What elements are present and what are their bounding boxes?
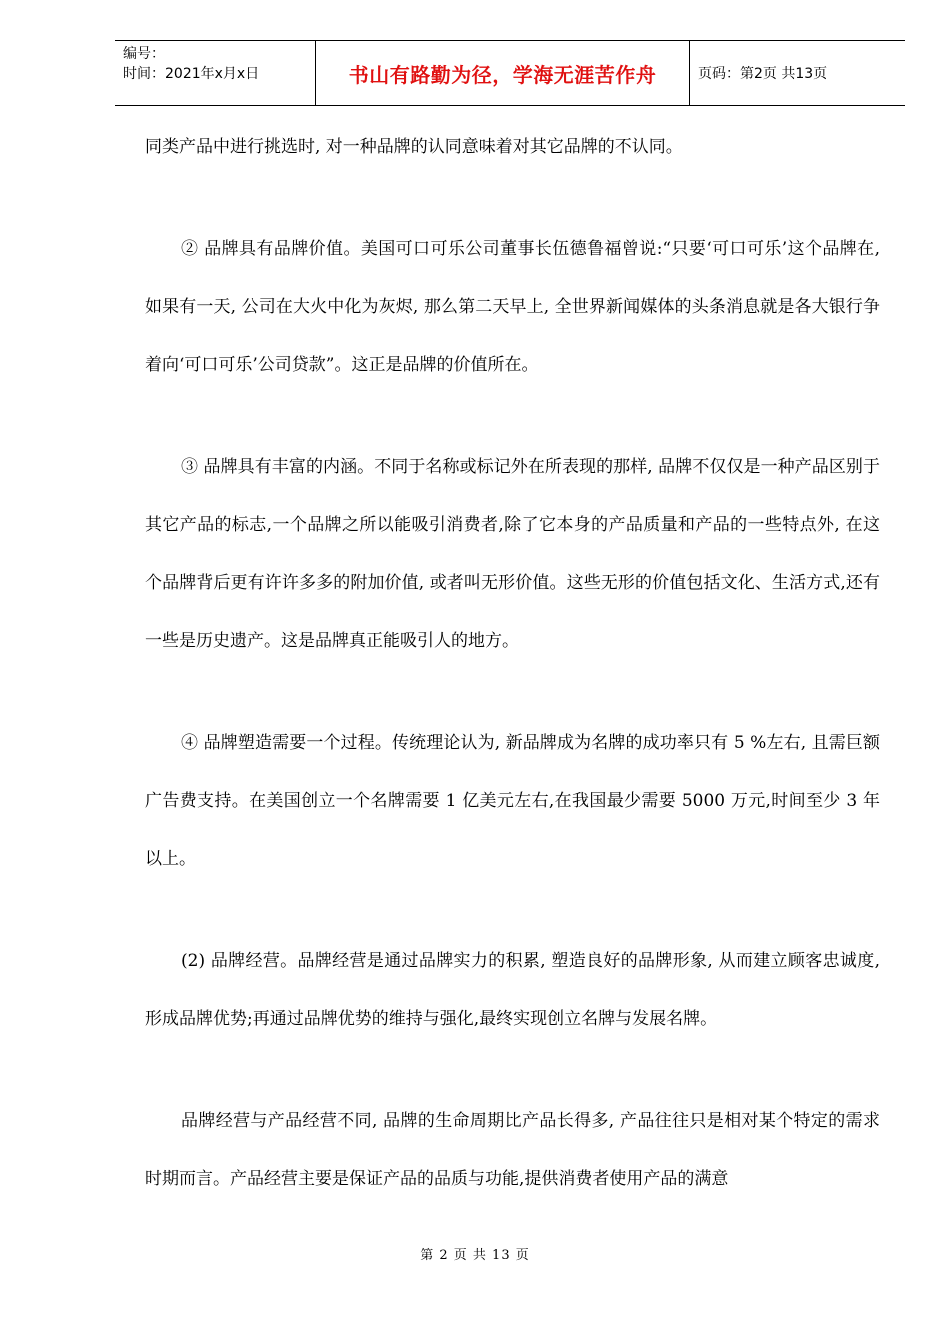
paragraph-1: 同类产品中进行挑选时, 对一种品牌的认同意味着对其它品牌的不认同。 — [145, 137, 683, 157]
header-page-info: 页码：第2页 共13页 — [698, 66, 828, 82]
page-header — [115, 40, 905, 106]
page-footer: 第 2 页 共 13 页 — [420, 1248, 530, 1263]
document-body — [145, 118, 880, 1208]
header-motto: 书山有路勤为径，学海无涯苦作舟 — [316, 41, 690, 105]
header-meta — [115, 41, 316, 105]
paragraph-5: (2) 品牌经营。品牌经营是通过品牌实力的积累, 塑造良好的品牌形象, 从而建立顾客忠诚度, 形成品牌优势;再通过品牌优势的维持与强化,最终实现创立名牌与发展名牌。 — [145, 951, 880, 1029]
time-label: 时间：2021年x月x日 — [123, 66, 260, 82]
paragraph-3: ③ 品牌具有丰富的内涵。不同于名称或标记外在所表现的那样, 品牌不仅仅是一种产品区别于其它产品的标志,一个品牌之所以能吸引消费者,除了它本身的产品质量和产品的一些特点外, 在这个品牌背后更有许许多多的附加价值, 或者叫无形价值。这些无形的价值包括文化、生活方式,还有一些是历史遗产。这是品牌真正能吸引人的地方。 — [145, 457, 880, 651]
paragraph-2: ② 品牌具有品牌价值。美国可口可乐公司董事长伍德鲁福曾说:“只要‘可口可乐’这个品牌在, 如果有一天, 公司在大火中化为灰烬, 那么第二天早上, 全世界新闻媒体的头条消息就是各大银行争着向‘可口可乐’公司贷款”。这正是品牌的价值所在。 — [145, 239, 880, 375]
number-label: 编号： — [123, 46, 165, 62]
paragraph-6: 品牌经营与产品经营不同, 品牌的生命周期比产品长得多, 产品往往只是相对某个特定的需求时期而言。产品经营主要是保证产品的品质与功能,提供消费者使用产品的满意 — [145, 1111, 880, 1189]
paragraph-4: ④ 品牌塑造需要一个过程。传统理论认为, 新品牌成为名牌的成功率只有 5 %左右, 且需巨额广告费支持。在美国创立一个名牌需要 1 亿美元左右,在我国最少需要 5000 万元,时间至少 3 年以上。 — [145, 733, 880, 869]
